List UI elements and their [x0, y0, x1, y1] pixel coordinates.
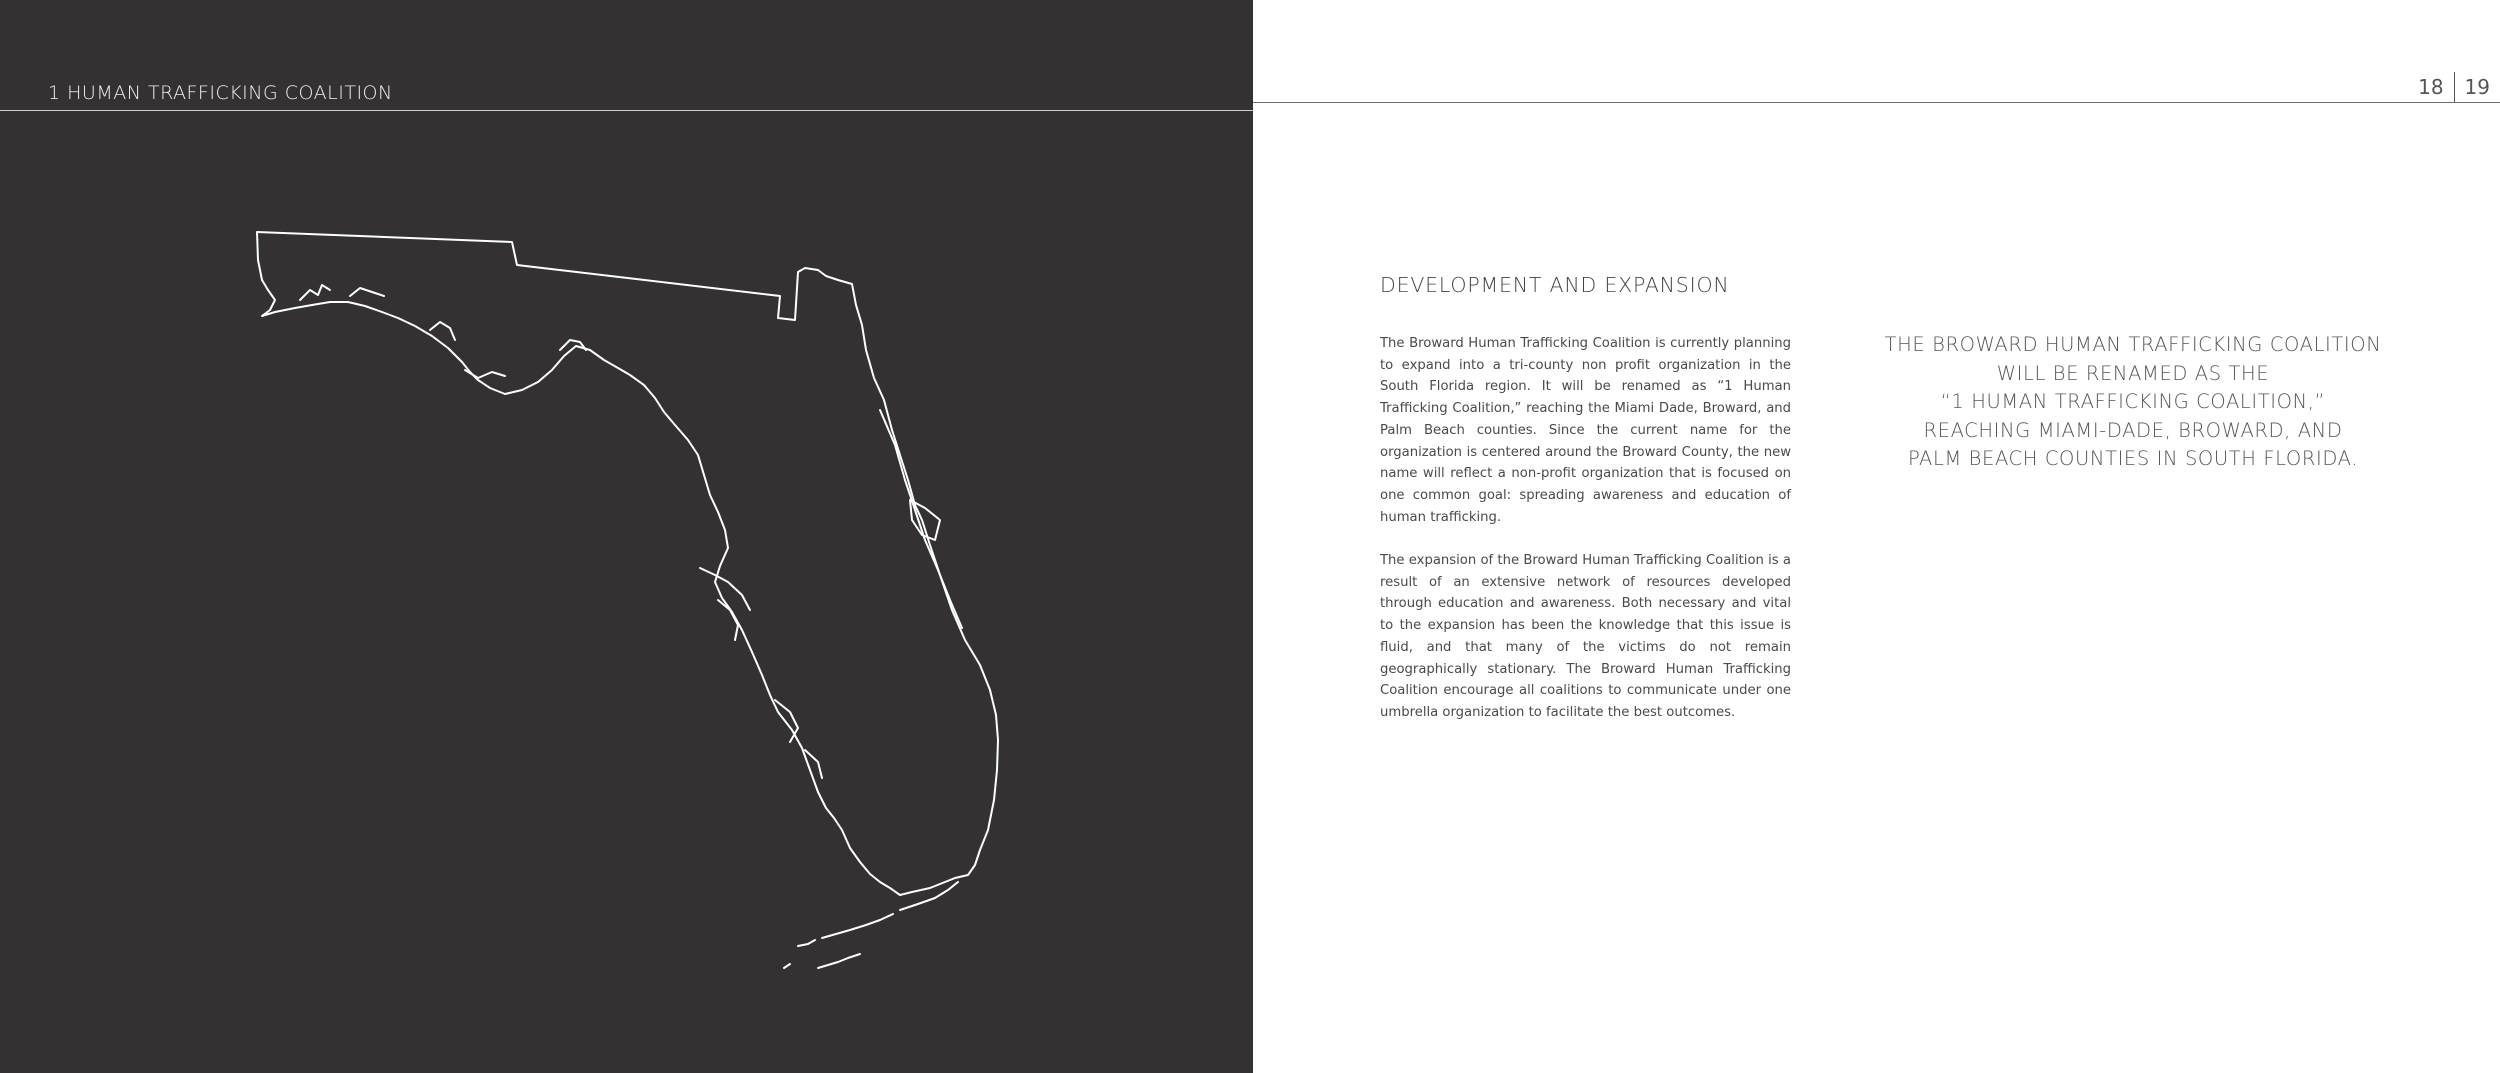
pull-quote: [1853, 331, 2413, 474]
left-page-header: 1 HUMAN TRAFFICKING COALITION: [48, 82, 393, 104]
body-paragraph: The Broward Human Trafficking Coalition is currently planning to expand into a tri-county non profit organization in the South Florida region. It will be renamed as “1 Human Trafficking Coalition,” reaching the Miami Dade, Broward, and Palm Beach counties. Since the current name for the organization is centered around the Broward County, the new name will reflect a non-profit organization that is focused on one common goal: spreading awareness and education of human trafficking.: [1380, 336, 1791, 525]
pull-quote-line: WILL BE RENAMED AS THE: [1996, 361, 2270, 385]
florida-mainland-outline: [257, 232, 998, 895]
section-title: DEVELOPMENT AND EXPANSION: [1380, 273, 1730, 297]
pull-quote-line: “1 HUMAN TRAFFICKING COALITION,”: [1940, 390, 2326, 413]
pull-quote-line: THE BROWARD HUMAN TRAFFICKING COALITION: [1884, 333, 2382, 356]
pull-quote-line: PALM BEACH COUNTIES IN SOUTH FLORIDA.: [1907, 447, 2359, 470]
page-number-left: 18: [2418, 75, 2444, 99]
right-page: [1253, 0, 2500, 1073]
body-paragraph: The expansion of the Broward Human Trafficking Coalition is a result of an extensive network of resources developed through education and awareness. Both necessary and vital to the expansion has been the knowledge that this issue is fluid, and that many of the victims do not remain geographically stationary. The Broward Human Trafficking Coalition encourage all coalitions to communicate under one umbrella organization to facilitate the best outcomes.: [1380, 553, 1791, 720]
page-number-right: 19: [2464, 75, 2490, 99]
page-numbers: [2408, 72, 2500, 102]
header-divider-right: [1253, 102, 2500, 103]
pull-quote-line: REACHING MIAMI-DADE, BROWARD, AND: [1923, 418, 2343, 442]
